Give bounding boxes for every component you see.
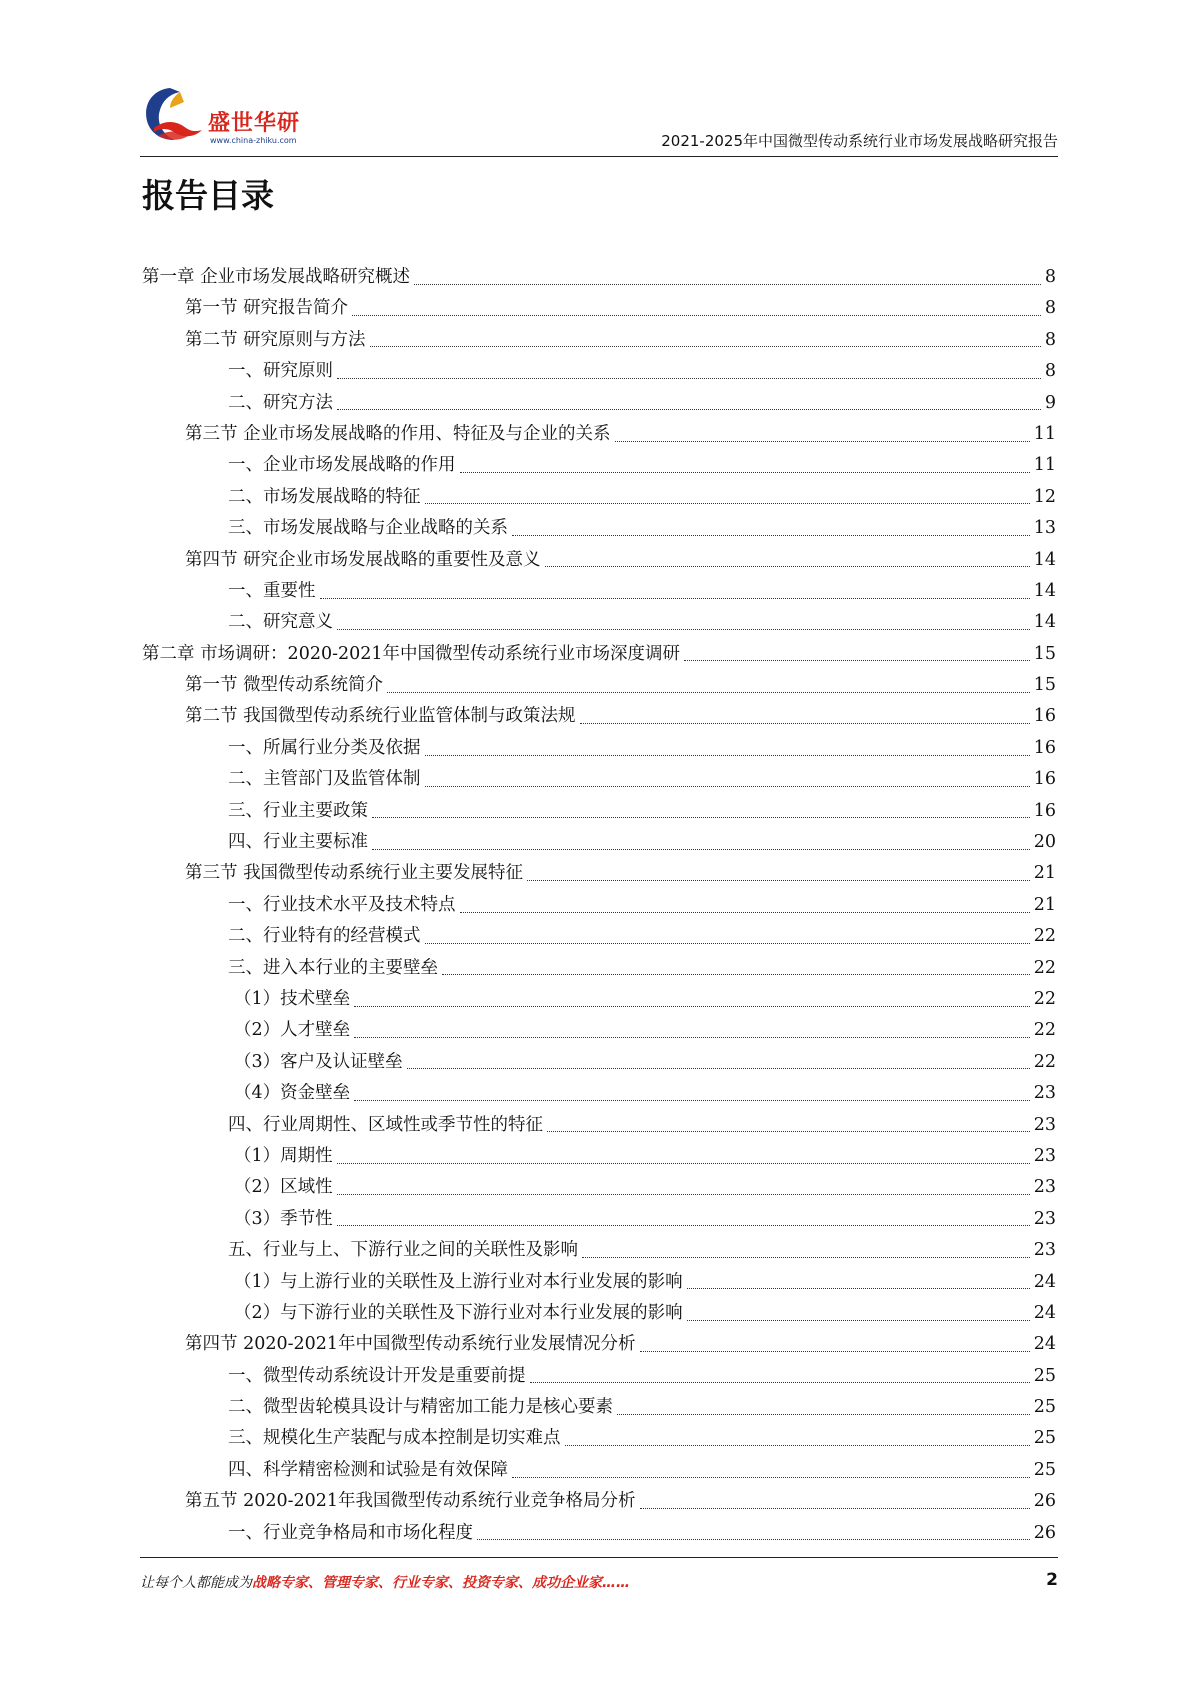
toc-entry[interactable] [142,1235,1056,1266]
toc-leader-dots [354,1036,1030,1038]
toc-leader-dots [527,879,1030,881]
toc-entry-page: 22 [1033,988,1056,1009]
toc-entry-label: 第一节 微型传动系统简介 [185,675,384,696]
toc-entry[interactable] [142,1047,1056,1078]
toc-entry-page: 9 [1044,392,1056,413]
toc-entry-page: 23 [1033,1083,1056,1104]
toc-entry-page: 26 [1033,1522,1056,1543]
toc-entry-label: 第一章 企业市场发展战略研究概述 [142,267,411,287]
toc-leader-dots [372,816,1030,818]
toc-entry[interactable] [142,921,1056,952]
toc-entry[interactable] [142,576,1056,607]
toc-leader-dots [687,1319,1030,1321]
toc-entry[interactable] [142,262,1056,293]
toc-entry-page: 13 [1033,518,1056,539]
toc-leader-dots [512,534,1030,536]
toc-entry[interactable] [142,1423,1056,1454]
toc-entry[interactable] [142,639,1056,670]
toc-entry-page: 16 [1033,800,1056,821]
toc-entry[interactable] [142,1455,1056,1486]
toc-leader-dots [477,1538,1030,1540]
toc-entry-label: 第一节 研究报告简介 [185,298,349,319]
toc-entry-page: 23 [1033,1240,1056,1261]
toc-entry-label: 五、行业与上、下游行业之间的关联性及影响 [228,1240,578,1261]
toc-entry-label: 一、重要性 [228,580,316,601]
toc-leader-dots [372,848,1030,850]
toc-entry[interactable] [142,482,1056,513]
toc-entry[interactable] [142,1392,1056,1423]
footer-slogan [140,1572,630,1592]
toc-leader-dots [530,1381,1030,1383]
toc-leader-dots [582,1256,1030,1258]
toc-entry-page: 25 [1033,1397,1056,1418]
toc-leader-dots [615,440,1030,442]
toc-entry-label: 第二章 市场调研：2020-2021年中国微型传动系统行业市场深度调研 [142,643,681,664]
toc-entry-page: 24 [1033,1302,1056,1323]
toc-entry-page: 14 [1033,580,1056,601]
toc-entry-label: （3）季节性 [234,1208,333,1229]
toc-entry[interactable] [142,953,1056,984]
toc-entry-label: （1）技术壁垒 [234,988,351,1009]
toc-leader-dots [640,1507,1030,1509]
toc-entry[interactable] [142,858,1056,889]
toc-leader-dots [442,973,1030,975]
toc-entry[interactable] [142,1361,1056,1392]
toc-entry[interactable] [142,796,1056,827]
report-title: 2021-2025年中国微型传动系统行业市场发展战略研究报告 [661,132,1058,150]
toc-entry[interactable] [142,419,1056,450]
toc-entry-label: 三、规模化生产装配与成本控制是切实难点 [228,1428,561,1449]
toc-entry-page: 16 [1033,737,1056,758]
toc-leader-dots [414,283,1041,285]
toc-entry[interactable] [142,764,1056,795]
toc-entry-label: 二、市场发展战略的特征 [228,486,421,507]
toc-leader-dots [565,1444,1030,1446]
toc-leader-dots [370,345,1041,347]
toc-entry[interactable] [142,1329,1056,1360]
toc-entry[interactable] [142,356,1056,387]
toc-leader-dots [354,1005,1030,1007]
toc-entry[interactable] [142,513,1056,544]
toc-entry-page: 23 [1033,1177,1056,1198]
toc-entry-page: 12 [1033,486,1056,507]
logo-mark-icon [140,84,204,148]
toc-entry-label: 二、行业特有的经营模式 [228,926,421,947]
toc-entry-page: 14 [1033,612,1056,633]
toc-entry[interactable] [142,388,1056,419]
toc-leader-dots [337,628,1030,630]
toc-entry-page: 22 [1033,1020,1056,1041]
toc-entry[interactable] [142,325,1056,356]
toc-leader-dots [687,1287,1030,1289]
toc-entry-page: 25 [1033,1365,1056,1386]
toc-leader-dots [337,377,1041,379]
toc-entry-label: 一、企业市场发展战略的作用 [228,455,456,476]
toc-entry-page: 11 [1033,423,1056,444]
toc-leader-dots [640,1350,1030,1352]
toc-entry-label: 三、行业主要政策 [228,800,368,821]
toc-leader-dots [320,597,1030,599]
toc-leader-dots [387,691,1030,693]
toc-leader-dots [617,1413,1030,1415]
toc-entry-page: 21 [1033,863,1056,884]
toc-leader-dots [407,1067,1030,1069]
toc-entry-page: 21 [1033,894,1056,915]
page-header [140,78,1058,156]
toc-entry-page: 8 [1044,267,1056,287]
footer-slogan-prefix: 让每个人都能成为 [140,1575,252,1591]
toc-leader-dots [337,1193,1030,1195]
toc-leader-dots [337,408,1041,410]
toc-entry[interactable] [142,1518,1056,1549]
toc-entry-label: 一、所属行业分类及依据 [228,737,421,758]
toc-entry-label: 第三节 我国微型传动系统行业主要发展特征 [185,863,524,884]
toc-entry[interactable] [142,670,1056,701]
toc-entry[interactable] [142,701,1056,732]
toc-entry-label: 三、进入本行业的主要壁垒 [228,957,438,978]
toc-leader-dots [460,471,1030,473]
toc-leader-dots [425,942,1030,944]
toc-entry-page: 20 [1033,832,1056,853]
toc-entry-page: 8 [1044,361,1056,382]
toc-entry-page: 23 [1033,1114,1056,1135]
toc-leader-dots [354,1099,1030,1101]
toc-entry[interactable] [142,450,1056,481]
toc-entry-label: 一、研究原则 [228,361,333,382]
toc-entry-page: 8 [1044,298,1056,319]
toc-entry[interactable] [142,1015,1056,1046]
toc-entry[interactable] [142,1078,1056,1109]
toc-entry[interactable] [142,733,1056,764]
toc-entry-label: 第五节 2020-2021年我国微型传动系统行业竞争格局分析 [185,1491,636,1512]
toc-leader-dots [684,659,1030,661]
header-divider [140,156,1058,157]
toc-leader-dots [425,785,1030,787]
toc-leader-dots [337,1162,1030,1164]
toc-entry[interactable] [142,984,1056,1015]
toc-entry-label: 一、行业技术水平及技术特点 [228,894,456,915]
toc-entry-label: 二、主管部门及监管体制 [228,769,421,790]
page-number: 2 [1046,1570,1058,1590]
toc-entry-label: （2）区域性 [234,1177,333,1198]
toc-entry-label: 一、微型传动系统设计开发是重要前提 [228,1365,526,1386]
toc-entry-page: 22 [1033,1051,1056,1072]
toc-entry[interactable] [142,1110,1056,1141]
toc-entry-label: （2）与下游行业的关联性及下游行业对本行业发展的影响 [234,1302,683,1323]
logo [140,84,340,150]
toc-entry-page: 24 [1033,1334,1056,1355]
toc-leader-dots [425,754,1030,756]
toc-leader-dots [352,314,1041,316]
toc-entry-page: 11 [1033,455,1056,476]
toc-entry-label: 二、研究意义 [228,612,333,633]
toc-entry-page: 25 [1033,1428,1056,1449]
toc-entry-label: （4）资金壁垒 [234,1083,351,1104]
toc-entry-page: 22 [1033,926,1056,947]
toc-entry-label: 二、微型齿轮模具设计与精密加工能力是核心要素 [228,1397,613,1418]
toc-entry[interactable] [142,293,1056,324]
toc-leader-dots [337,1224,1030,1226]
toc-entry-page: 16 [1033,706,1056,727]
toc-entry-label: （3）客户及认证壁垒 [234,1051,403,1072]
toc-entry-page: 26 [1033,1491,1056,1512]
toc-entry[interactable] [142,1172,1056,1203]
toc-entry-page: 25 [1033,1459,1056,1480]
toc-entry-label: 第三节 企业市场发展战略的作用、特征及与企业的关系 [185,423,611,444]
toc-entry[interactable] [142,890,1056,921]
toc-leader-dots [545,565,1030,567]
toc-entry-label: （1）与上游行业的关联性及上游行业对本行业发展的影响 [234,1271,683,1292]
footer-slogan-emphasis: 战略专家、管理专家、行业专家、投资专家、成功企业家…… [252,1575,630,1591]
toc-leader-dots [460,911,1030,913]
toc-entry-page: 24 [1033,1271,1056,1292]
toc-entry-label: （2）人才壁垒 [234,1020,351,1041]
toc-entry-page: 16 [1033,769,1056,790]
toc-entry-label: （1）周期性 [234,1145,333,1166]
toc-entry[interactable] [142,1298,1056,1329]
toc-entry[interactable] [142,1486,1056,1517]
toc-leader-dots [425,502,1030,504]
toc-entry-page: 23 [1033,1145,1056,1166]
toc-entry-label: 一、行业竞争格局和市场化程度 [228,1522,473,1543]
logo-text: 盛世华研 [208,111,301,136]
toc-entry[interactable] [142,1267,1056,1298]
toc-entry-label: 第二节 我国微型传动系统行业监管体制与政策法规 [185,706,576,727]
toc-entry-page: 23 [1033,1208,1056,1229]
toc-entry-page: 22 [1033,957,1056,978]
toc-entry-page: 8 [1044,329,1056,350]
toc-entry-label: 四、行业主要标准 [228,832,368,853]
toc-entry-label: 四、行业周期性、区域性或季节性的特征 [228,1114,543,1135]
toc-entry[interactable] [142,827,1056,858]
footer-divider [140,1557,1058,1558]
page-title: 报告目录 [142,176,274,215]
toc-entry-label: 二、研究方法 [228,392,333,413]
table-of-contents [142,262,1056,1549]
toc-entry-label: 四、科学精密检测和试验是有效保障 [228,1459,508,1480]
logo-url: www.china-zhiku.com [210,136,297,145]
toc-entry-label: 第四节 2020-2021年中国微型传动系统行业发展情况分析 [185,1334,636,1355]
toc-entry-page: 15 [1033,675,1056,696]
toc-entry[interactable] [142,607,1056,638]
toc-entry-page: 14 [1033,549,1056,570]
toc-leader-dots [512,1476,1030,1478]
toc-entry[interactable] [142,545,1056,576]
toc-entry-label: 第二节 研究原则与方法 [185,329,366,350]
toc-leader-dots [580,722,1030,724]
toc-entry-label: 三、市场发展战略与企业战略的关系 [228,518,508,539]
toc-entry-label: 第四节 研究企业市场发展战略的重要性及意义 [185,549,541,570]
toc-entry[interactable] [142,1141,1056,1172]
toc-leader-dots [547,1130,1030,1132]
toc-entry[interactable] [142,1204,1056,1235]
toc-entry-page: 15 [1033,643,1056,664]
